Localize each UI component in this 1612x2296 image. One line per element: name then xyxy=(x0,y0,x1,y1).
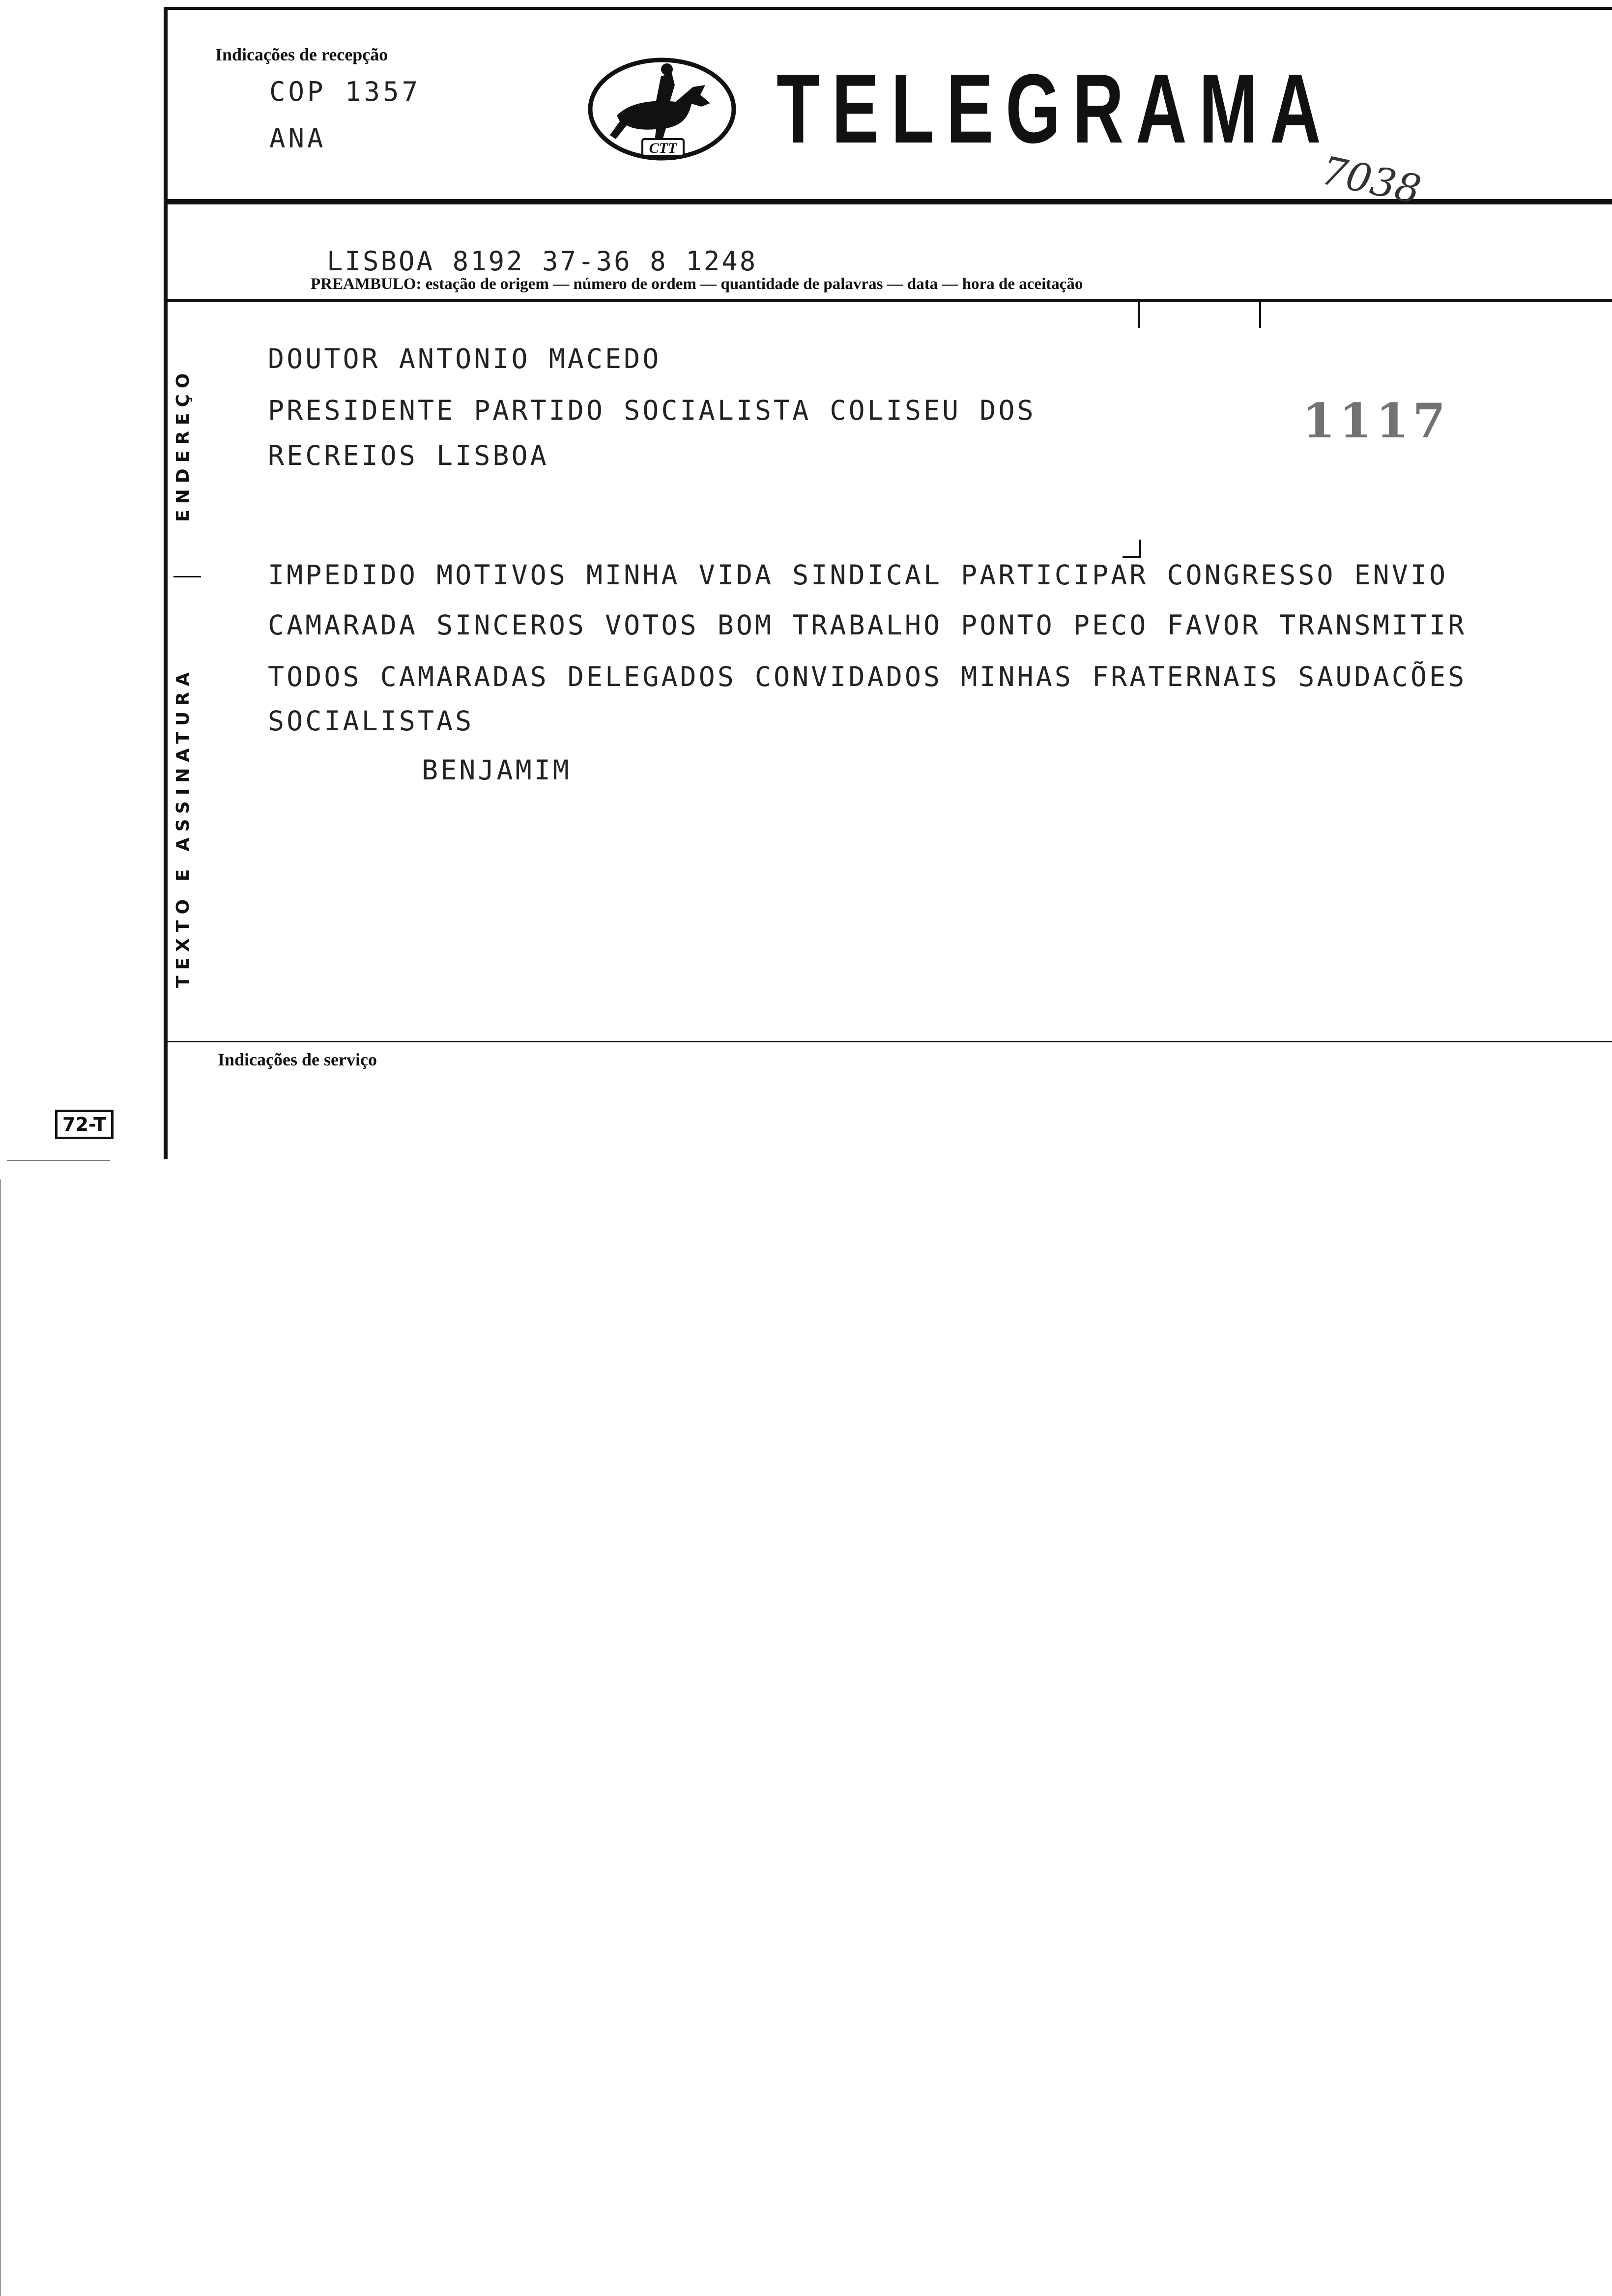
reception-line-1: COP 1357 xyxy=(269,76,421,107)
service-label: Indicações de serviço xyxy=(218,1050,377,1069)
preamble-tick-2 xyxy=(1259,301,1261,328)
text-line-3: TODOS CAMARADAS DELEGADOS CONVIDADOS MINHAS FRATERNAIS SAUDACÕES xyxy=(268,661,1467,692)
text-bottom-rule xyxy=(165,1041,1612,1042)
text-side-label: TEXTO E ASSINATURA xyxy=(173,666,193,988)
form-code: 72-T xyxy=(55,1110,114,1139)
preamble-legend: PREAMBULO: estação de origem — número de ordem — quantidade de palavras — data — hora de aceitação xyxy=(311,275,1083,293)
left-vertical-rule xyxy=(164,7,168,1159)
address-line-3: RECREIOS LISBOA xyxy=(268,440,549,471)
top-border xyxy=(165,7,1612,10)
text-line-1: IMPEDIDO MOTIVOS MINHA VIDA SINDICAL PARTICIPAR CONGRESSO ENVIO xyxy=(268,559,1448,591)
address-line-2: PRESIDENTE PARTIDO SOCIALISTA COLISEU DOS xyxy=(268,395,1036,426)
section-divider xyxy=(173,576,201,577)
address-side-label: ENDEREÇO xyxy=(173,367,193,522)
scan-edge-line xyxy=(7,1160,110,1161)
corner-mark-vertical xyxy=(1139,540,1141,557)
address-line-1: DOUTOR ANTONIO MACEDO xyxy=(268,343,662,374)
scan-left-edge xyxy=(0,1179,1,2296)
preamble-tick-1 xyxy=(1138,301,1140,328)
text-line-4: SOCIALISTAS xyxy=(268,705,474,737)
preamble-rule xyxy=(165,299,1612,302)
handwritten-number: 7038 xyxy=(1317,147,1425,213)
corner-mark-horizontal xyxy=(1123,556,1141,558)
reception-line-2: ANA xyxy=(269,123,326,154)
reception-label: Indicações de recepção xyxy=(215,45,388,64)
telegram-title: TELEGRAMA xyxy=(777,54,1333,164)
ctt-horse-logo xyxy=(587,57,737,162)
signature: BENJAMIM xyxy=(422,754,572,786)
ctt-logo-text: CTT xyxy=(649,140,677,156)
stamped-number: 1117 xyxy=(1302,393,1450,449)
text-line-2: CAMARADA SINCEROS VOTOS BOM TRABALHO PONTO PECO FAVOR TRANSMITIR xyxy=(268,609,1467,641)
preamble-values: LISBOA 8192 37-36 8 1248 xyxy=(327,246,758,277)
